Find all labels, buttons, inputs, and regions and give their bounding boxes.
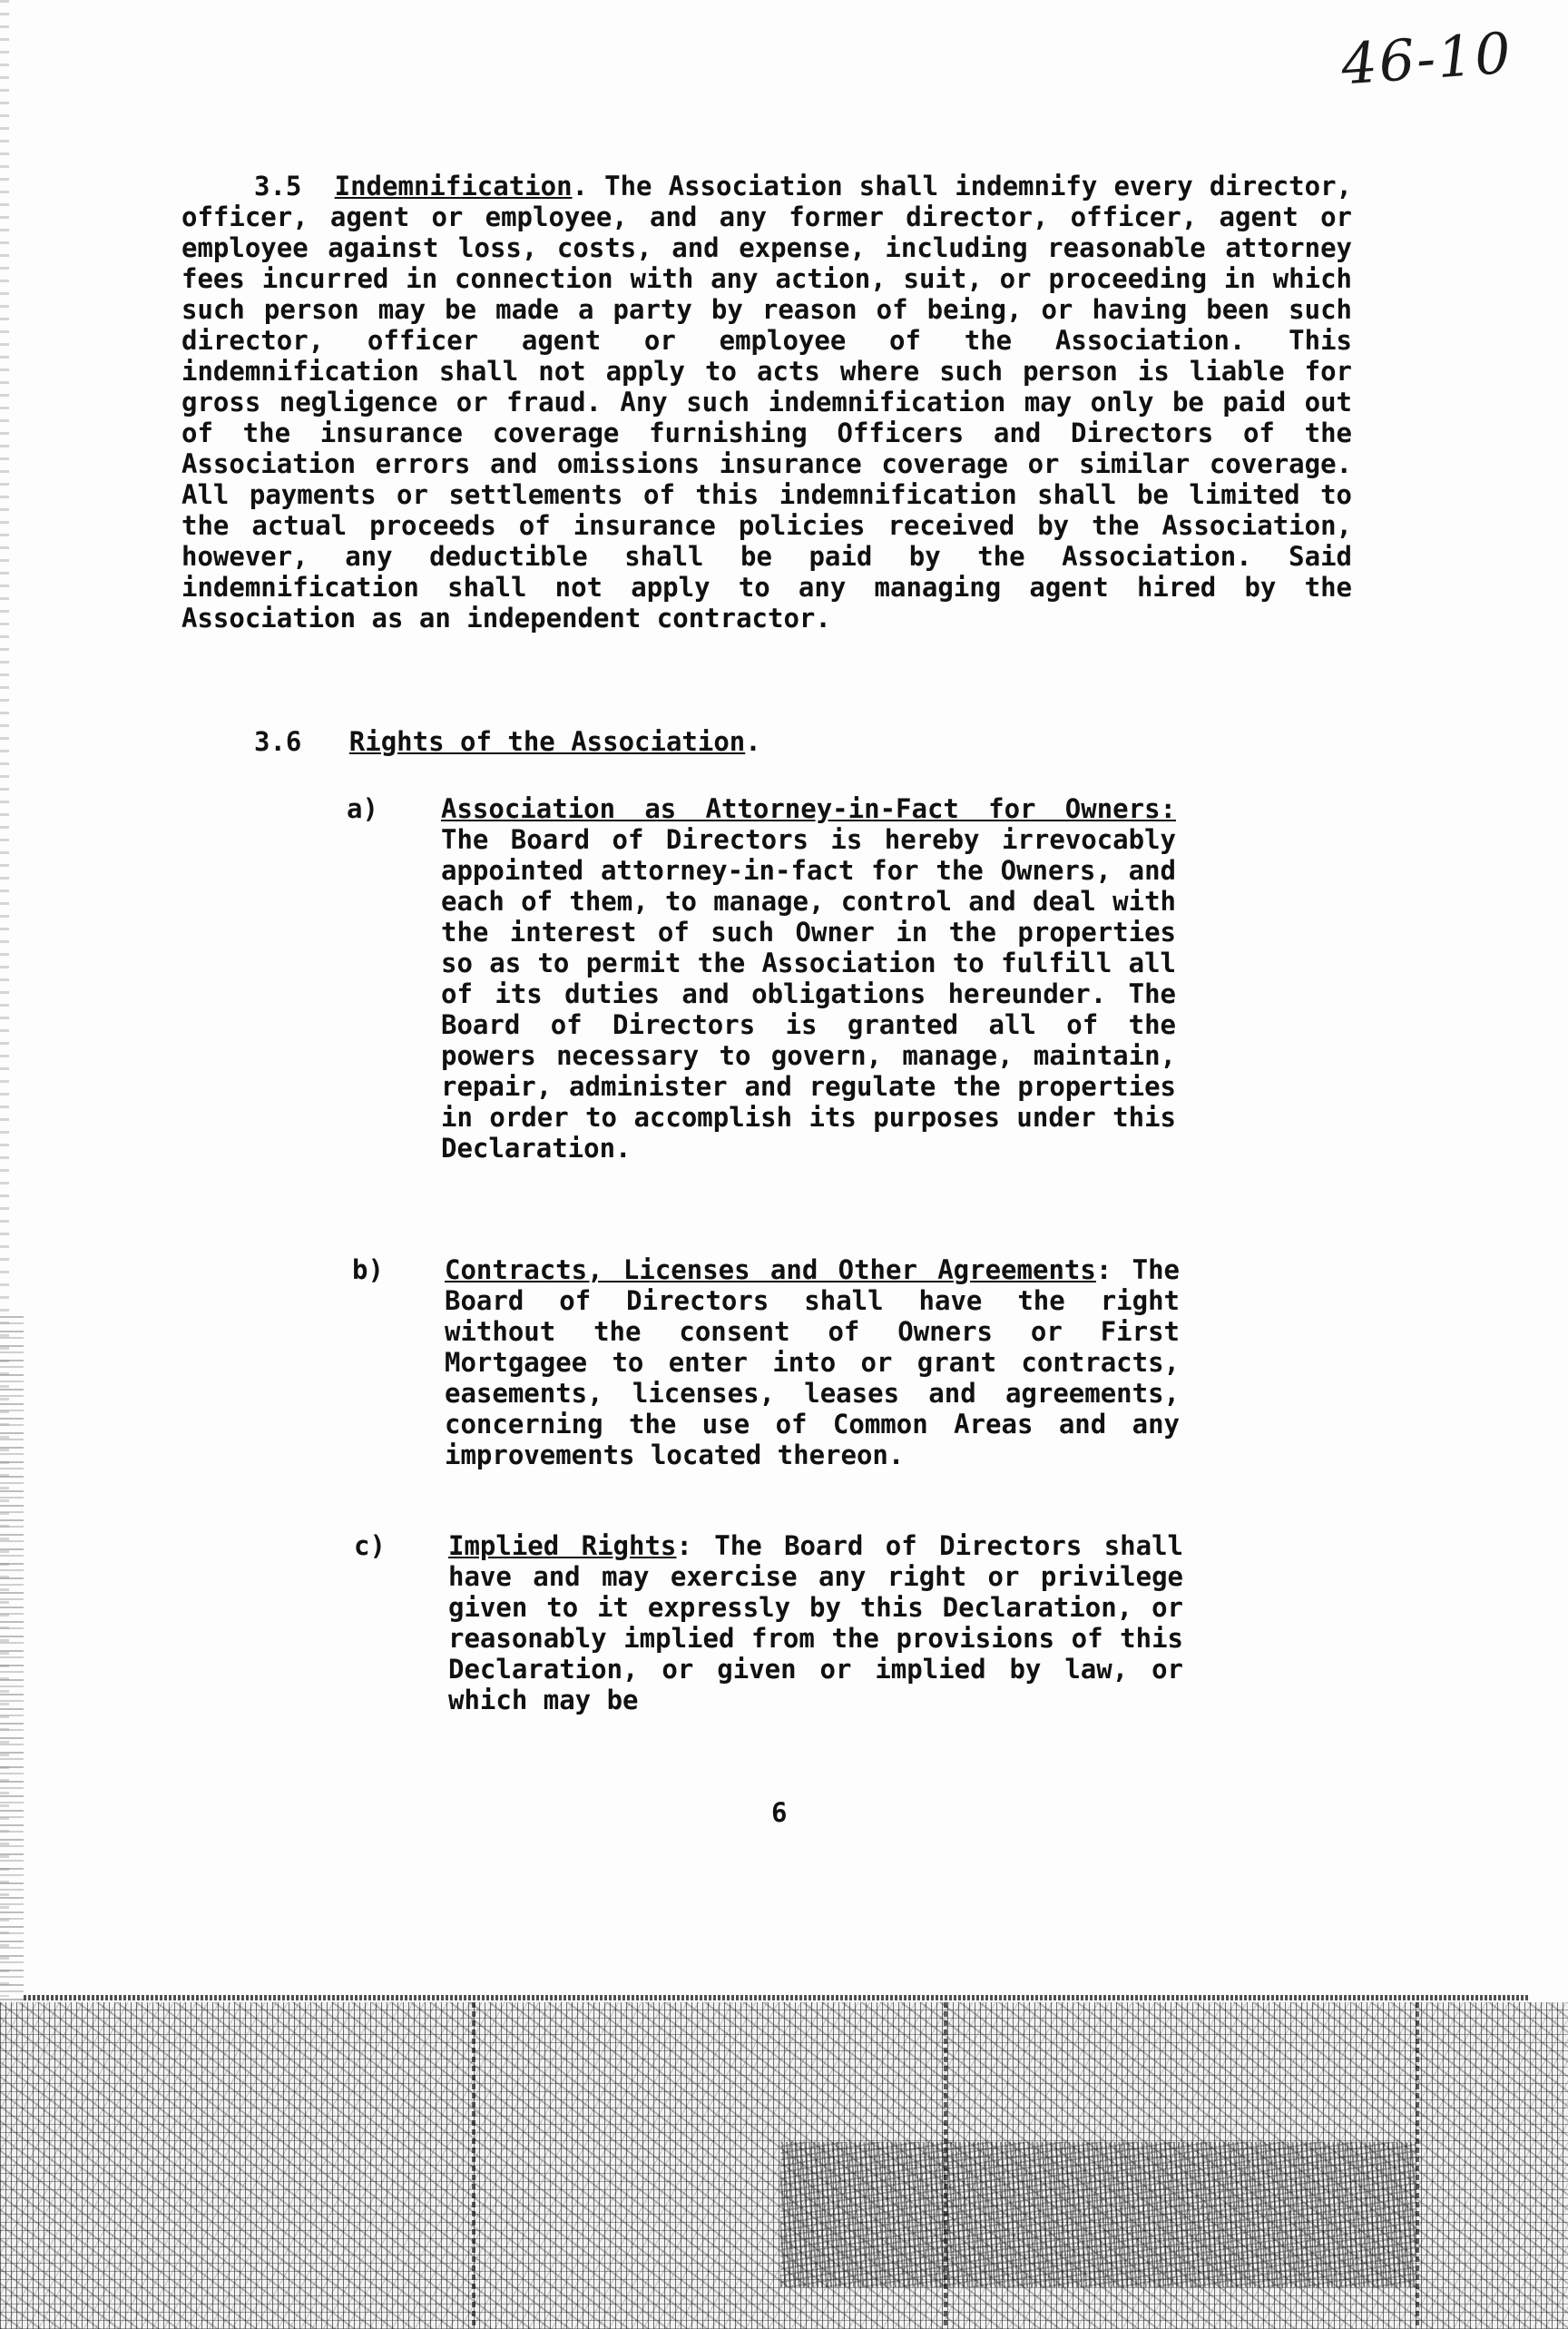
- subsection-c-body: The Board of Directors shall have and may exercise any right or privilege given to it expressly by this Declaration, or reasonably implied from the provisions of this Declaration, or given or implied by law, or which may be: [448, 1530, 1184, 1715]
- subsection-b-title-suffix: :: [1095, 1254, 1112, 1285]
- scan-noise-streak: [944, 2002, 947, 2329]
- subsection-c-paragraph: [448, 1530, 1183, 1715]
- subsection-a-body: The Board of Directors is hereby irrevocably appointed attorney-in-fact for the Owners, and each of them, to manage, control and deal with the interest of such Owner in the properties so as to permit the Association to fulfill all of its duties and obligations hereunder. The Board of Directors is granted all of the powers necessary to govern, manage, maintain, repair, administer and regulate the properties in order to accomplish its purposes under this Declaration.: [441, 824, 1176, 1164]
- subsection-c-letter: c): [354, 1530, 386, 1561]
- section-3-6-title-suffix: .: [745, 726, 761, 757]
- scan-noise-streak: [472, 2002, 475, 2329]
- subsection-a-title: Association as Attorney-in-Fact for Owners:: [441, 793, 1176, 824]
- section-3-6-heading: [254, 726, 761, 757]
- subsection-a-letter: a): [347, 793, 378, 824]
- scan-noise-dark-patch: [780, 2142, 1416, 2287]
- subsection-b-paragraph: [445, 1254, 1180, 1470]
- section-3-5-paragraph: [181, 171, 1352, 634]
- section-3-6-number: 3.6: [254, 726, 302, 757]
- subsection-b-title: Contracts, Licenses and Other Agreements: [445, 1254, 1096, 1285]
- subsection-b-body: The Board of Directors shall have the right without the consent of Owners or First Mortgagee to enter into or grant contracts, easements, licenses, leases and agreements, concerning the use of Common Areas and any improvements located thereon.: [445, 1254, 1180, 1470]
- scan-left-edge-artifact-lower: [0, 1316, 24, 2006]
- section-3-6-title: Rights of the Association: [348, 726, 746, 757]
- section-3-5-body: . The Association shall indemnify every director, officer, agent or employee, and any former director, officer, agent or employee against loss, costs, and expense, including reasonable attorney fees incurred in connection with any action, suit, or proceeding in which such person may be made a party by reason of being, or having been such director, officer agent or employee of the Association. This indemnification shall not apply to acts where such person is liable for gross negligence or fraud. Any such indemnification may only be paid out of the insurance coverage furnishing Officers and Directors of the Association errors and omissions insurance coverage or similar coverage. All payments or settlements of this indemnification shall be limited to the actual proceeds of insurance policies received by the Association, however, any deductible shall be paid by the Association. Said indemnification shall not apply to any managing agent hired by the Association as an independent contractor.: [181, 171, 1353, 634]
- section-3-5-number: 3.5: [254, 171, 302, 201]
- subsection-a-paragraph: [441, 793, 1176, 1164]
- scan-horizontal-rule: [24, 1995, 1530, 2000]
- subsection-c-title-suffix: :: [676, 1530, 692, 1561]
- section-3-5-title: Indemnification: [334, 171, 573, 201]
- scan-noise-streak: [1416, 2002, 1419, 2329]
- handwritten-page-note: 46-10: [1338, 19, 1515, 98]
- subsection-c-title: Implied Rights: [448, 1530, 677, 1561]
- subsection-b-letter: b): [352, 1254, 384, 1285]
- page-number: 6: [771, 1797, 788, 1828]
